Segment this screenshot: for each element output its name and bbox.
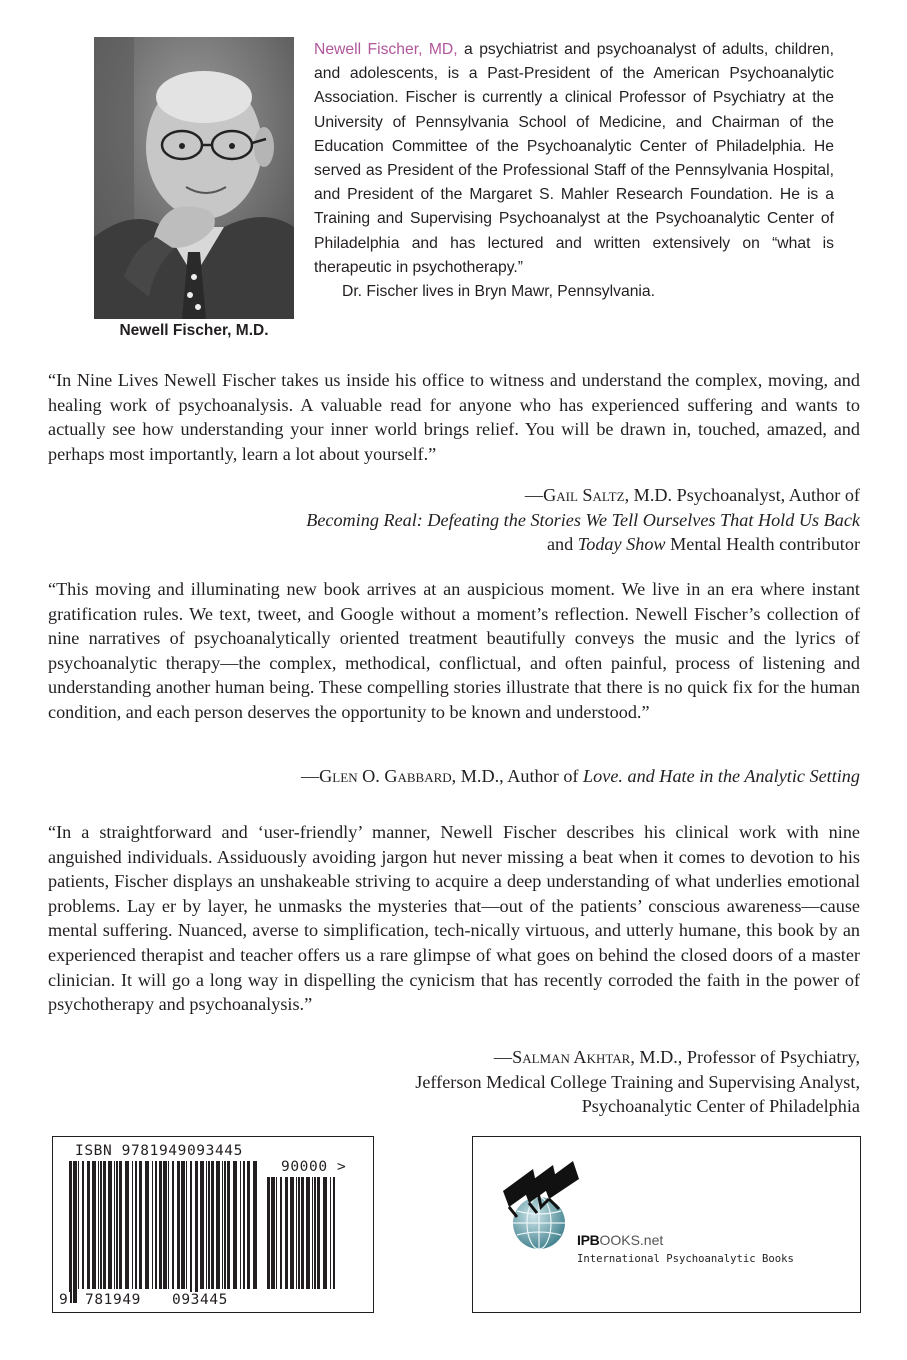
publisher-logo-rest: OOKS.net [599,1232,664,1248]
barcode-bar [290,1177,294,1289]
barcode-bar [108,1161,112,1289]
barcode-bar [285,1177,288,1289]
barcode-bar [116,1161,118,1289]
attribution-role: , M.D., Professor of Psychiatry, [630,1047,860,1067]
barcode-bar [139,1161,142,1289]
blurb-attribution-gabbard [40,764,860,789]
barcode-bar [208,1161,210,1289]
author-bio-text: a psychiatrist and psychoanalyst of adults, children, and adolescents, is a Past-President of the American Psychoanalytic Association. Fischer is currently a clinical Professor of Psychiatry at the University of Pennsylvania School of Medicine, and Chairman of the Education Committee of the Psychoanalytic Center of Philadelphia. He served as President of the Professional Staff of the Pennsylvania Hospital, and President of the Margaret S. Mahler Research Foundation. He is a Training and Supervising Psychoanalyst at the Psychoanalytic Center of Philadelphia and has lectured and written extensively on “what is therapeutic in psychotherapy.” [314,41,834,276]
attribution-dash: — [300,766,320,786]
barcode-bar [195,1161,198,1303]
publisher-box [472,1136,861,1313]
barcode-bar [200,1161,204,1289]
barcode-bar [114,1161,115,1289]
barcode-bar [87,1161,90,1289]
barcode-bar [152,1161,153,1289]
attribution-show-role: Mental Health contributor [665,534,860,555]
barcode-bar [69,1161,72,1303]
publisher-tagline: International Psychoanalytic Books [577,1253,794,1265]
barcode-bar [190,1161,192,1303]
barcode-bar [211,1161,214,1289]
barcode-bar [119,1161,122,1289]
attribution-affiliation: Jefferson Medical College Training and Supervising Analyst, [415,1071,860,1092]
barcode-bar [227,1161,230,1289]
isbn-label: ISBN 9781949093445 [75,1143,243,1159]
barcode-bar [168,1161,169,1289]
author-name: Newell Fischer, MD, [314,41,458,58]
barcode-bar [145,1161,149,1289]
attribution-name: Glen O. Gabbard [319,766,452,786]
barcode-bar [323,1177,327,1289]
barcode-bar [247,1161,250,1289]
barcode-bar [155,1161,157,1289]
barcode-bar [82,1161,84,1289]
publisher-logo-text [577,1232,663,1248]
attribution-dash: — [524,485,544,505]
author-photo [94,37,294,319]
barcode-bar [216,1161,220,1289]
barcode-bar [159,1161,162,1289]
attribution-name: Gail Saltz [543,485,625,505]
barcode-bar [296,1177,297,1289]
barcode-bar [301,1177,304,1289]
attribution-and: and [546,534,578,555]
barcode-bar [181,1161,185,1289]
attribution-role: , M.D., Author of [451,766,584,786]
blurb-attribution-saltz [40,483,860,557]
barcode-bar [222,1161,223,1289]
barcode-bar [243,1161,245,1289]
barcode-bar [298,1177,300,1289]
barcode-bar [240,1161,241,1289]
isbn-barcode [52,1136,374,1313]
barcode-bar [177,1161,180,1289]
publisher-logo-icon [497,1161,587,1253]
barcode-bar [233,1161,237,1289]
barcode-bar [306,1177,310,1289]
barcode-bar [98,1161,99,1289]
barcode-bar [206,1161,207,1289]
barcode-bar [253,1161,257,1289]
barcode-bar [78,1161,79,1289]
barcode-lead-digit: 9 [59,1292,69,1308]
barcode-digits-right: 093445 [172,1292,228,1308]
barcode-bar [163,1161,167,1289]
barcode-bar [312,1177,313,1289]
attribution-affiliation-2: Psychoanalytic Center of Philadelphia [581,1096,860,1117]
barcode-bar [314,1177,316,1289]
blurb-quote-saltz: “In Nine Lives Newell Fischer takes us inside his office to witness and understand the complex, moving, and healing work of psychoanalysis. A valuable read for anyone who has experienced suffering and wants to actually see how understanding your inner world brings relief. You will be drawn in, touched, amazed, and perhaps most importantly, learn a lot about yourself.” [48,370,860,464]
barcode-bar [271,1177,275,1289]
barcode-bars [69,1161,259,1303]
barcode-bar [103,1161,106,1289]
barcode-bar [280,1177,282,1289]
barcode-bar [267,1177,270,1289]
attribution-show-title: Today Show [577,534,666,555]
barcode-bar [330,1177,331,1289]
attribution-book-title: Love. and Hate in the Analytic Setting [583,766,860,786]
price-code: 90000 > [281,1159,347,1175]
attribution-dash: — [493,1047,513,1067]
barcode-bar [92,1161,96,1289]
author-bio [314,38,834,304]
author-residence: Dr. Fischer lives in Bryn Mawr, Pennsylvania. [342,283,655,301]
photo-caption: Newell Fischer, M.D. [119,322,269,339]
barcode-bar [73,1161,77,1303]
barcode-bar [125,1161,129,1289]
blurb-quote-gabbard: “This moving and illuminating new book arrives at an auspicious moment. We live in an era where instant gratification rules. We text, tweet, and Google without a moment’s reflection. Newell Fischer’s collection of nine narratives of psychoanalytically oriented treatment beautifully conveys the music and the lyrics of psychoanalytic therapy—the complex, methodical, conflictual, and often painful, process of listening and understanding another human being. These compelling stories illustrate that there is no quick fix for the human condition, and each person deserves the opportunity to be known and understood.” [48,579,860,722]
publisher-logo-bold: IPB [577,1232,600,1248]
barcode-addon-bars [267,1177,339,1303]
barcode-bar [172,1161,174,1289]
blurb-attribution-akhtar [40,1045,860,1119]
blurb-quote-akhtar: “In a straightforward and ‘user-friendly’ manner, Newell Fischer describes his clinical work with nine anguished individuals. Assiduously avoiding jargon hut never missing a beat when it comes to devotion to his patients, Fischer displays an unshakeable striving to acquire a deep understanding of what underlies emotional problems. Lay er by layer, he unmasks the mysteries that—out of the patients’ conscious awareness—cause mental suffering. Nuanced, averse to simplification, tech-nically virtuous, and utterly humane, this book by an experienced therapist and teacher offers us a rare glimpse of what goes on behind the closed doors of a master clinician. It will go a long way in dispelling the cynicism that has recently corroded the faith in the power of psychotherapy and psychoanalysis.” [48,822,860,1015]
barcode-bar [100,1161,102,1289]
barcode-bar [333,1177,335,1289]
barcode-bar [224,1161,226,1289]
barcode-bar [135,1161,137,1289]
barcode-bar [132,1161,133,1289]
attribution-role: , M.D. Psychoanalyst, Author of [624,485,860,505]
barcode-bar [186,1161,187,1289]
barcode-bar [276,1177,277,1289]
attribution-book-title: Becoming Real: Defeating the Stories We Tell Ourselves That Hold Us Back [306,509,860,530]
attribution-name: Salman Akhtar [512,1047,631,1067]
barcode-bar [317,1177,320,1289]
barcode-digits-left: 781949 [85,1292,141,1308]
